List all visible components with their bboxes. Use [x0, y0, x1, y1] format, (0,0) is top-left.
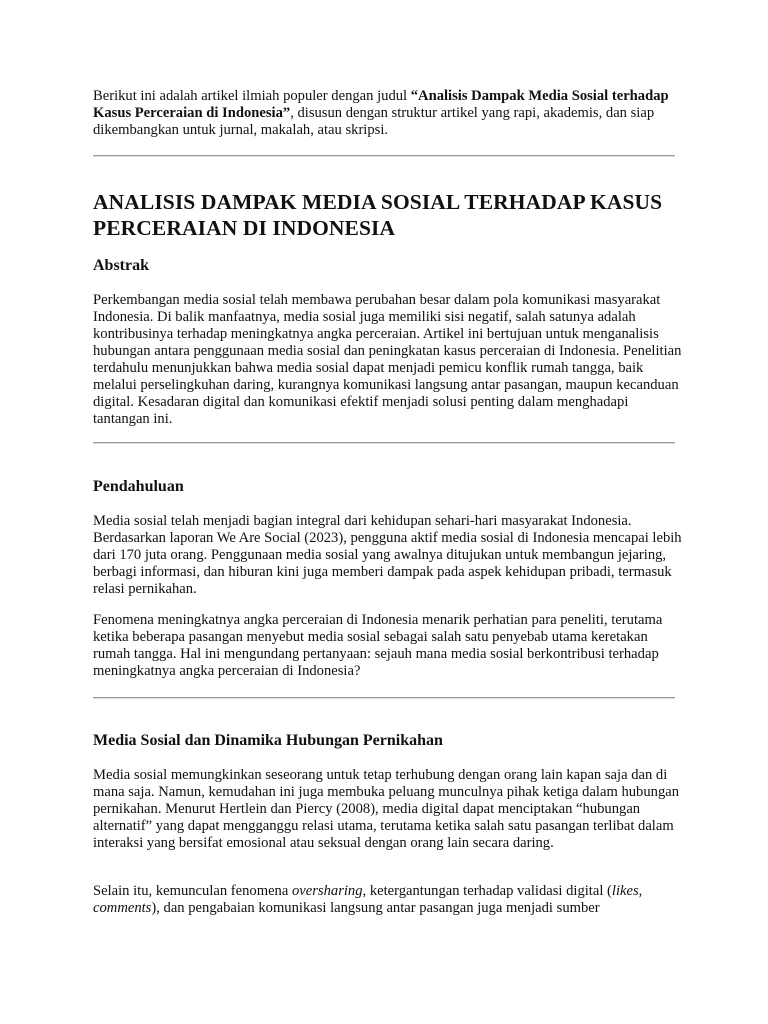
- dynamics-text: ,: [638, 883, 643, 899]
- abstract-body-wrap: [93, 292, 683, 428]
- introduction-p1-wrap: [93, 513, 683, 598]
- introduction-paragraph-2: Fenomena meningkatnya angka perceraian di Indonesia menarik perhatian para peneliti, terutama ketika beberapa pasangan menyebut media sosial sebagai salah satu penyebab utama keretakan rumah tangga. Hal ini mengundang pertanyaan: sejauh mana media sosial berkontribusi terhadap meningkatnya angka perceraian di Indonesia?: [93, 612, 663, 679]
- article-header: [93, 189, 683, 241]
- dynamics-heading: Media Sosial dan Dinamika Hubungan Pernikahan: [93, 732, 443, 749]
- section-divider: [93, 697, 675, 699]
- dynamics-p2-wrap: [93, 883, 683, 917]
- introduction-section: [93, 477, 683, 497]
- dynamics-text: Selain itu, kemunculan fenomena: [93, 883, 292, 899]
- emphasis-comments: comments: [93, 900, 152, 916]
- intro-bold-title: “Analisis Dampak Media Sosial terhadap Kasus Perceraian di Indonesia”: [93, 88, 669, 121]
- introduction-p2-wrap: [93, 612, 683, 680]
- dynamics-paragraph-1: Media sosial memungkinkan seseorang untuk tetap terhubung dengan orang lain kapan saja dan di mana saja. Namun, kemudahan ini juga membuka peluang munculnya pihak ketiga dalam hubungan pernikahan. Menurut Hertlein dan Piercy (2008), media digital dapat menciptakan “hubungan alternatif” yang dapat mengganggu relasi utama, terutama ketika salah satu pasangan terlibat dalam interaksi yang bersifat emosional atau seksual dengan orang lain secara daring.: [93, 767, 680, 851]
- abstract-body: Perkembangan media sosial telah membawa perubahan besar dalam pola komunikasi masyarakat Indonesia. Di balik manfaatnya, media sosial juga memiliki sisi negatif, salah satunya adalah kontribusinya terhadap meningkatnya angka perceraian. Artikel ini bertujuan untuk menganalisis hubungan antara penggunaan media sosial dan peningkatan kasus perceraian di Indonesia. Penelitian terdahulu menunjukkan bahwa media sosial dapat menjadi pemicu konflik rumah tangga, baik melalui perselingkuhan daring, kurangnya komunikasi langsung antar pasangan, maupun kecanduan digital. Kesadaran digital dan komunikasi efektif menjadi solusi penting dalam menghadapi tantangan ini.: [93, 292, 682, 427]
- abstract-section: [93, 256, 683, 276]
- dynamics-section: [93, 731, 683, 751]
- intro-text: Berikut ini adalah artikel ilmiah populer dengan judul: [93, 88, 411, 104]
- introduction-paragraph-1: Media sosial telah menjadi bagian integral dari kehidupan sehari-hari masyarakat Indonesia. Berdasarkan laporan We Are Social (2023), pengguna aktif media sosial di Indonesia mencapai lebih dari 170 juta orang. Penggunaan media sosial yang awalnya ditujukan untuk membangun jejaring, berbagi informasi, dan hiburan kini juga memberi dampak pada aspek kehidupan pribadi, termasuk relasi pernikahan.: [93, 513, 682, 597]
- dynamics-text: , ketergantungan terhadap validasi digital (: [362, 883, 612, 899]
- dynamics-paragraph-2: [93, 883, 683, 917]
- section-divider: [93, 155, 675, 157]
- introduction-heading: Pendahuluan: [93, 478, 184, 495]
- emphasis-likes: likes: [611, 883, 639, 899]
- article-title: ANALISIS DAMPAK MEDIA SOSIAL TERHADAP KASUS PERCERAIAN DI INDONESIA: [93, 190, 663, 240]
- abstract-heading: Abstrak: [93, 257, 150, 274]
- dynamics-text: ), dan pengabaian komunikasi langsung antar pasangan juga menjadi sumber: [151, 900, 600, 916]
- intro-text-after: , disusun dengan struktur artikel yang rapi, akademis, dan siap dikembangkan untuk jurnal, makalah, atau skripsi.: [93, 105, 655, 138]
- section-divider: [93, 442, 675, 444]
- intro-paragraph: [93, 88, 683, 139]
- emphasis-oversharing: oversharing: [291, 883, 363, 899]
- dynamics-p1-wrap: [93, 767, 683, 852]
